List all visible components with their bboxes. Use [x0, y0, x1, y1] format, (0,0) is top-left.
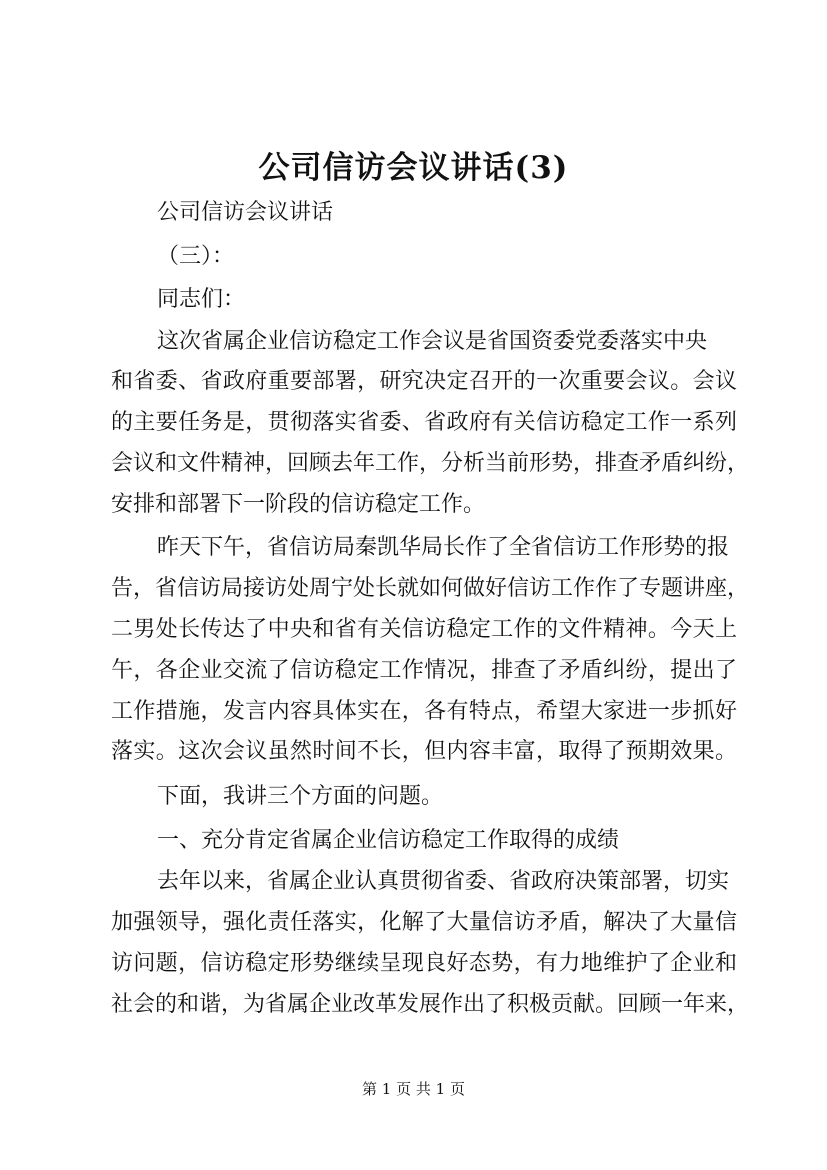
paragraph-1-line-3: 的主要任务是，贯彻落实省委、省政府有关信访稳定工作一系列 [111, 410, 737, 435]
page-number-footer: 第 1 页 共 1 页 [362, 1080, 465, 1098]
section-marker-line: （三）： [157, 244, 235, 269]
paragraph-1-line-1: 这次省属企业信访稳定工作会议是省国资委党委落实中央 [157, 329, 708, 354]
paragraph-4-line-3: 访问题，信访稳定形势继续呈现良好态势，有力地维护了企业和 [111, 951, 737, 976]
paragraph-2-line-5: 工作措施，发言内容具体实在，各有特点，希望大家进一步抓好 [111, 699, 737, 724]
paragraph-4-line-2: 加强领导，强化责任落实，化解了大量信访矛盾，解决了大量信 [111, 910, 737, 935]
paragraph-2-line-3: 二男处长传达了中央和省有关信访稳定工作的文件精神。今天上 [111, 617, 737, 642]
paragraph-2-line-4: 午，各企业交流了信访稳定工作情况，排查了矛盾纠纷，提出了 [111, 658, 737, 683]
paragraph-3-line-1: 下面，我讲三个方面的问题。 [157, 784, 444, 809]
paragraph-2-line-2: 告，省信访局接访处周宁处长就如何做好信访工作作了专题讲座， [111, 576, 750, 601]
paragraph-2-line-6: 落实。这次会议虽然时间不长，但内容丰富，取得了预期效果。 [111, 739, 737, 764]
subtitle-line: 公司信访会议讲话 [157, 200, 334, 225]
document-title: 公司信访会议讲话(3) [258, 150, 569, 186]
paragraph-4-line-4: 社会的和谐，为省属企业改革发展作出了积极贡献。回顾一年来， [111, 992, 750, 1017]
paragraph-2-line-1: 昨天下午，省信访局秦凯华局长作了全省信访工作形势的报 [157, 535, 730, 560]
section-heading-1: 一、充分肯定省属企业信访稳定工作取得的成绩 [157, 828, 620, 853]
paragraph-1-line-2: 和省委、省政府重要部署，研究决定召开的一次重要会议。会议 [111, 369, 737, 394]
paragraph-4-line-1: 去年以来，省属企业认真贯彻省委、省政府决策部署，切实 [157, 869, 730, 894]
paragraph-1-line-5: 安排和部署下一阶段的信访稳定工作。 [111, 492, 486, 517]
salutation-line: 同志们： [157, 287, 246, 312]
paragraph-1-line-4: 会议和文件精神，回顾去年工作，分析当前形势，排查矛盾纠纷， [111, 451, 750, 476]
